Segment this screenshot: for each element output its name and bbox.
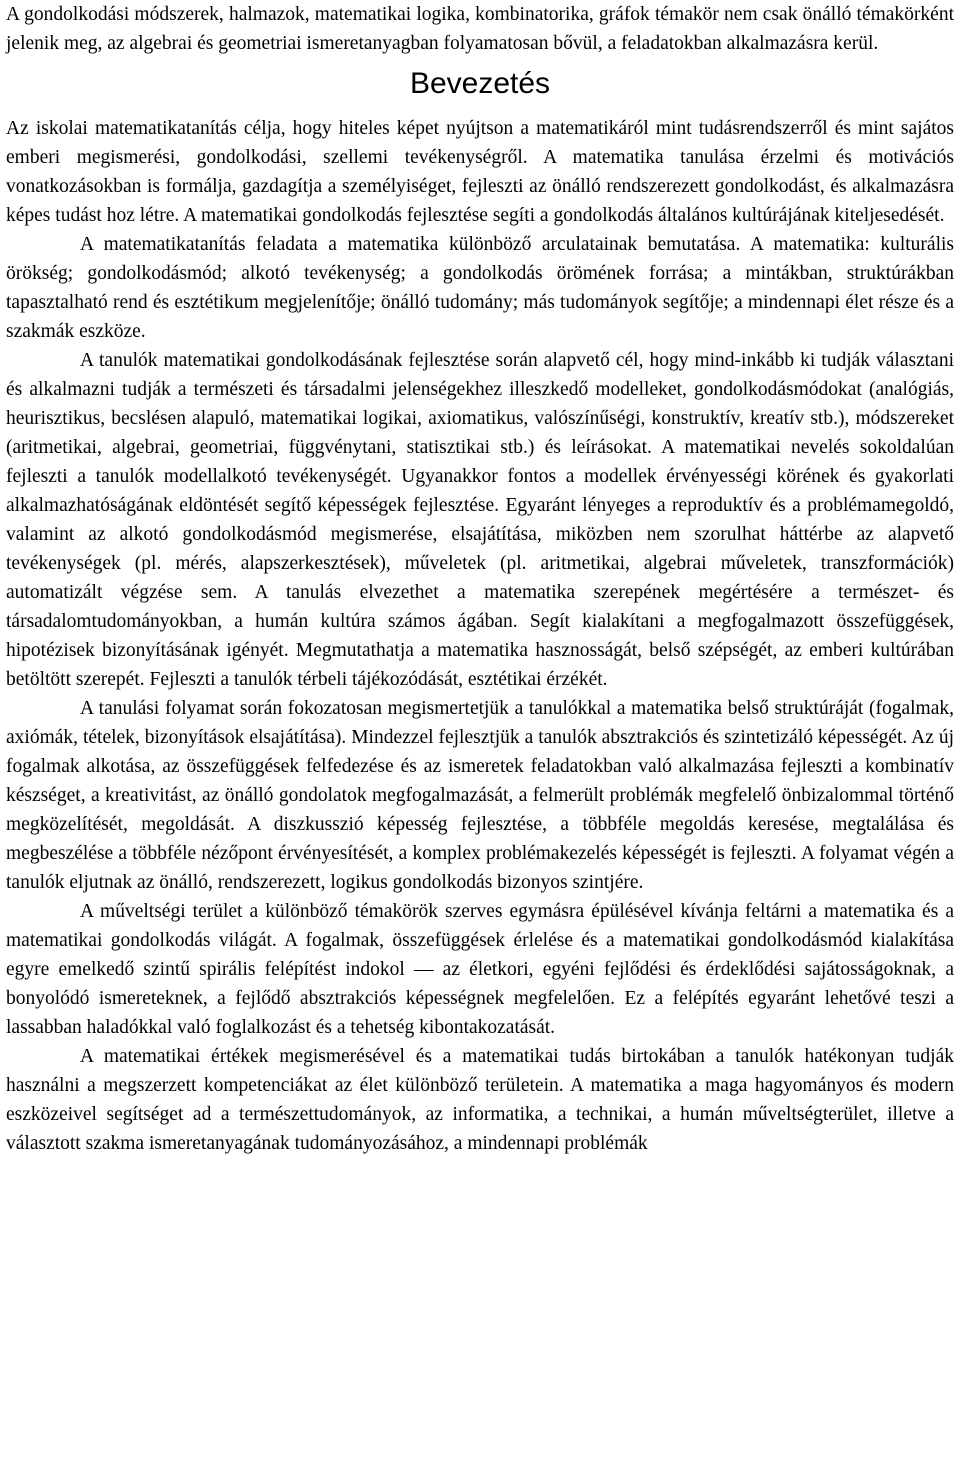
intro-paragraph: A gondolkodási módszerek, halmazok, matematikai logika, kombinatorika, gráfok témakör nem csak önálló témakörként jelenik meg, az algebrai és geometriai ismeretanyagban folyamatosan bővül, a feladatokban alkalmazásra kerül.	[6, 4, 954, 54]
body-paragraph-2: A matematikatanítás feladata a matematika különböző arculatainak bemutatása. A matematika: kulturális örökség; gondolkodásmód; alkotó tevékenység; a gondolkodás örömének forrása; a mintákban, struktúrákban tapasztalható rend és esztétikum megjelenítője; önálló tudomány; más tudományok segítője; a mindennapi élet része és a szakmák eszköze.	[6, 234, 954, 342]
body-paragraph-1: Az iskolai matematikatanítás célja, hogy hiteles képet nyújtson a matematikáról mint tudásrendszerről és mint sajátos emberi megismerési, gondolkodási, szellemi tevékenységről. A matematika tanulása érzelmi és motivációs vonatkozásokban is formálja, gazdagítja a személyiséget, fejleszti az önálló rendszerezett gondolkodást, és alkalmazásra képes tudást hoz létre. A matematikai gondolkodás fejlesztése segíti a gondolkodás általános kultúrájának kiteljesedését.	[6, 118, 954, 226]
section-heading: Bevezetés	[409, 67, 551, 100]
body-paragraph-4: A tanulási folyamat során fokozatosan megismertetjük a tanulókkal a matematika belső struktúráját (fogalmak, axiómák, tételek, bizonyítások elsajátítása). Mindezzel fejlesztjük a tanulók absztrakciós és szintetizáló képességét. Az új fogalmak alkotása, az összefüggések felfedezése és az ismeretek feladatokban való alkalmazása fejleszti a kombinatív készséget, a kreativitást, az önálló gondolatok megfogalmazását, a felmerült problémák megfelelő önbizalommal történő megközelítését, megoldását. A diszkusszió képesség fejlesztése, a többféle megoldás keresése, megtalálása és megbeszélése a többféle nézőpont érvényesítését, a komplex problémakezelés képességét is fejleszti. A folyamat végén a tanulók eljutnak az önálló, rendszerezett, logikus gondolkodás bizonyos szintjére.	[6, 698, 954, 893]
document-page	[6, 0, 954, 1158]
body-paragraph-6: A matematikai értékek megismerésével és a matematikai tudás birtokában a tanulók hatékonyan tudják használni a megszerzett kompetenciákat az élet különböző területein. A matematika a maga hagyományos és modern eszközeivel segítséget ad a természettudományok, az informatika, a technikai, a humán műveltségterület, illetve a választott szakma ismeretanyagának tudományozásához, a mindennapi problémák	[6, 1046, 954, 1154]
body-paragraph-3: A tanulók matematikai gondolkodásának fejlesztése során alapvető cél, hogy mind-inkább ki tudják választani és alkalmazni tudják a természeti és társadalmi jelenségekhez illeszkedő modelleket, gondolkodásmódokat (analógiás, heurisztikus, becslésen alapuló, matematikai logikai, axiomatikus, valószínűségi, konstruktív, kreatív stb.), módszereket (aritmetikai, algebrai, geometriai, függvénytani, statisztikai stb.) és leírásokat. A matematikai nevelés sokoldalúan fejleszti a tanulók modellalkotó tevékenységét. Ugyanakkor fontos a modellek érvényességi körének és gyakorlati alkalmazhatóságának eldöntését segítő képességek fejlesztése. Egyaránt lényeges a reproduktív és a problémamegoldó, valamint az alkotó gondolkodásmód megismerése, elsajátítása, miközben nem szorulhat háttérbe az alapvető tevékenységek (pl. mérés, alapszerkesztések), műveletek (pl. aritmetikai, algebrai műveletek, transzformációk) automatizált végzése sem. A tanulás elvezethet a matematika szerepének megértésére a természet- és társadalomtudományokban, a humán kultúra számos ágában. Segít kialakítani a megfogalmazott összefüggések, hipotézisek bizonyításának igényét. Megmutathatja a matematika hasznosságát, belső szépségét, az emberi kultúrában betöltött szerepét. Fejleszti a tanulók térbeli tájékozódását, esztétikai érzékét.	[6, 350, 954, 690]
body-paragraph-5: A műveltségi terület a különböző témakörök szerves egymásra épülésével kívánja feltárni a matematika és a matematikai gondolkodás világát. A fogalmak, összefüggések érlelése és a matematikai gondolkodásmód kialakítása egyre emelkedő szintű spirális felépítést indokol — az életkori, egyéni fejlődési és érdeklődési sajátosságoknak, a bonyolódó ismereteknek, a fejlődő absztrakciós képességnek megfelelően. Ez a felépítés egyaránt lehetővé teszi a lassabban haladókkal való foglalkozást és a tehetség kibontakozatását.	[6, 901, 954, 1038]
